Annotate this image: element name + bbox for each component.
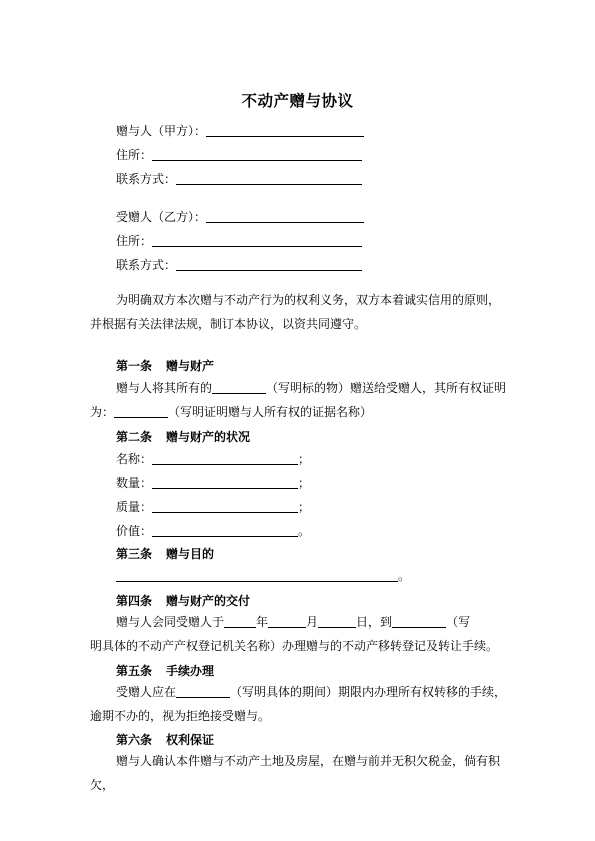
- donor-contact-row: [116, 171, 362, 187]
- donor-name-row: [116, 123, 364, 139]
- article3-purpose-row: [116, 568, 410, 584]
- article2-quantity-blank[interactable]: [152, 476, 298, 489]
- article2-name-semicolon: ；: [298, 452, 311, 466]
- article4-office-blank[interactable]: [392, 615, 446, 628]
- article1-text-d: （写明证明赠与人所有权的证据名称）: [168, 405, 373, 419]
- article2-name-label: 名称：: [116, 452, 153, 466]
- article6-heading: [116, 731, 214, 748]
- article3-heading: [116, 545, 214, 562]
- article5-text-a: 受赠人应在: [116, 685, 177, 699]
- article6-number: 第六条: [116, 733, 153, 747]
- article4-text-b: （写: [446, 615, 471, 629]
- article1-paragraph: [90, 376, 510, 424]
- article6-text-a: 赠与人确认本件赠与不动产土地及房屋，在赠与前并无积欠税金，倘有积欠，: [90, 754, 501, 792]
- article2-value-label: 价值：: [116, 524, 153, 538]
- article1-title: 赠与财产: [166, 359, 215, 373]
- article5-period-blank[interactable]: [176, 685, 230, 698]
- donee-address-row: [116, 233, 362, 249]
- article5-title: 手续办理: [166, 664, 215, 678]
- donee-address-blank[interactable]: [152, 234, 362, 247]
- article2-value-row: [116, 523, 310, 539]
- article5-number: 第五条: [116, 664, 153, 678]
- article4-number: 第四条: [116, 594, 153, 608]
- article5-text-b: （写明具体的期间）期限内办理所有权转移的手续，: [230, 685, 507, 699]
- donee-name-blank[interactable]: [206, 210, 364, 223]
- article1-text-c: 为：: [90, 405, 115, 419]
- article4-year-blank[interactable]: [224, 615, 256, 628]
- donor-contact-blank[interactable]: [176, 172, 362, 185]
- article1-heading: [116, 357, 214, 374]
- article2-number: 第二条: [116, 430, 153, 444]
- donor-address-row: [116, 147, 362, 163]
- article4-month: 月: [306, 615, 319, 629]
- donee-address-label: 住所：: [116, 234, 153, 248]
- article4-heading: [116, 592, 250, 609]
- article6-paragraph: [90, 749, 510, 797]
- article4-month-blank[interactable]: [268, 615, 306, 628]
- donor-name-blank[interactable]: [206, 124, 364, 137]
- article4-text-c: 明具体的不动产产权登记机关名称）办理赠与的不动产移转登记及转让手续。: [90, 639, 499, 653]
- article5-paragraph: [90, 680, 510, 728]
- article2-value-blank[interactable]: [152, 524, 298, 537]
- article2-quality-blank[interactable]: [152, 500, 298, 513]
- article2-heading: [116, 428, 250, 445]
- article2-quantity-semicolon: ；: [298, 476, 311, 490]
- article2-quality-semicolon: ；: [298, 500, 311, 514]
- article4-year: 年: [256, 615, 269, 629]
- article3-number: 第三条: [116, 547, 153, 561]
- preamble-paragraph: [90, 288, 510, 336]
- article2-value-period: 。: [298, 524, 311, 538]
- article2-name-blank[interactable]: [152, 452, 298, 465]
- article4-title: 赠与财产的交付: [166, 594, 251, 608]
- article5-text-c: 逾期不办的，视为拒绝接受赠与。: [90, 709, 271, 723]
- article4-text-a: 赠与人会同受赠人于: [116, 615, 225, 629]
- donor-address-blank[interactable]: [152, 148, 362, 161]
- donor-contact-label: 联系方式：: [116, 172, 177, 186]
- article3-purpose-blank[interactable]: [116, 569, 398, 582]
- donee-contact-blank[interactable]: [176, 258, 362, 271]
- article1-number: 第一条: [116, 359, 153, 373]
- article6-title: 权利保证: [166, 733, 215, 747]
- article5-heading: [116, 662, 214, 679]
- article4-day-blank[interactable]: [318, 615, 356, 628]
- donee-name-row: [116, 209, 364, 225]
- article2-quantity-label: 数量：: [116, 476, 153, 490]
- article4-day: 日，到: [356, 615, 393, 629]
- article4-paragraph: [90, 610, 510, 658]
- preamble-text: 为明确双方本次赠与不动产行为的权利义务，双方本着诚实信用的原则，并根据有关法律法规，制订本协议，以资共同遵守。: [90, 293, 501, 331]
- document-title: 不动产赠与协议: [241, 92, 354, 110]
- donee-name-label: 受赠人（乙方）：: [116, 210, 207, 224]
- article1-text-b: （写明标的物）赠送给受赠人，其所有权证明: [266, 381, 507, 395]
- article2-name-row: [116, 451, 310, 467]
- article2-title: 赠与财产的状况: [166, 430, 251, 444]
- article1-proof-blank[interactable]: [114, 405, 168, 418]
- donor-name-label: 赠与人（甲方）：: [116, 124, 207, 138]
- article2-quality-row: [116, 499, 310, 515]
- article3-period: 。: [398, 569, 411, 583]
- article1-text-a: 赠与人将其所有的: [116, 381, 213, 395]
- article2-quantity-row: [116, 475, 310, 491]
- donor-address-label: 住所：: [116, 148, 153, 162]
- article1-object-blank[interactable]: [212, 381, 266, 394]
- donee-contact-label: 联系方式：: [116, 258, 177, 272]
- article2-quality-label: 质量：: [116, 500, 153, 514]
- article3-title: 赠与目的: [166, 547, 215, 561]
- donee-contact-row: [116, 257, 362, 273]
